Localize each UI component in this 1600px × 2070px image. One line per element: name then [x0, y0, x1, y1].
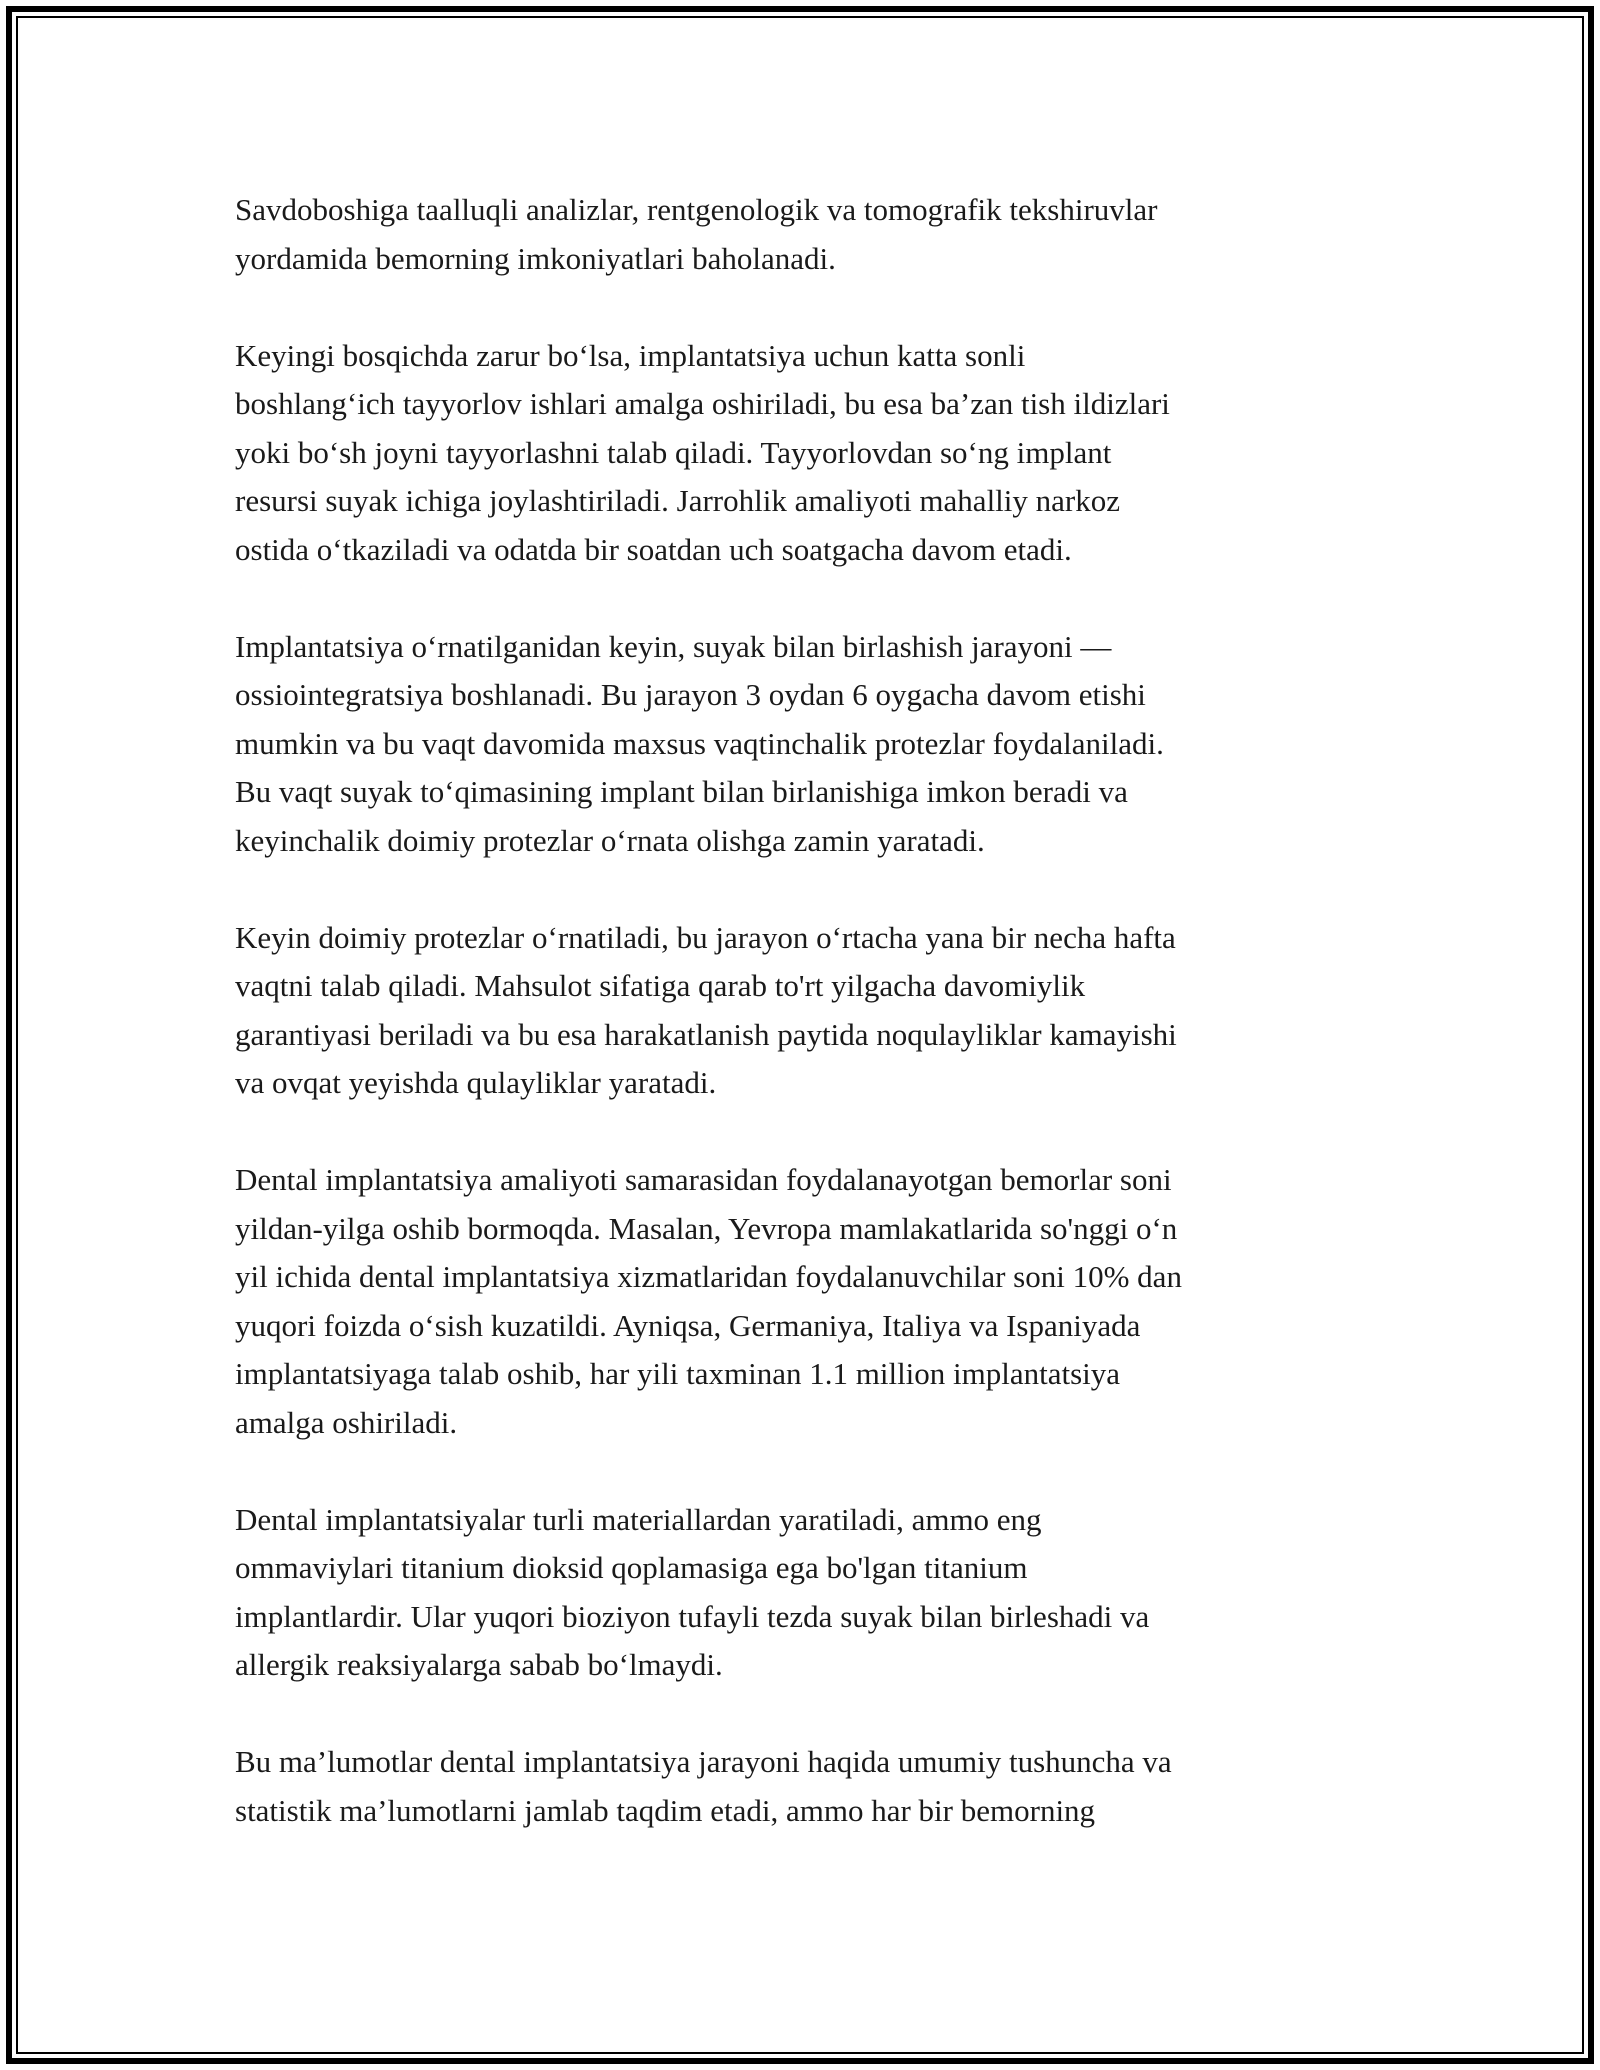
paragraph-5: Dental implantatsiya amaliyoti samarasidan foydalanayotgan bemorlar soni yildan-yilga oshib bormoqda. Masalan, Yevropa mamlakatlarida so'nggi o‘n yil ichida dental implantatsiya xizmatlaridan foydalanuvchilar soni 10% dan yuqori foizda o‘sish kuzatildi. Ayniqsa, Germaniya, Italiya va Ispaniyada implantatsiyaga talab oshib, har yili taxminan 1.1 million implantatsiya amalga oshiriladi. [235, 1162, 1182, 1440]
paragraph-3: Implantatsiya o‘rnatilganidan keyin, suyak bilan birlashish jarayoni — ossiointegratsiya boshlanadi. Bu jarayon 3 oydan 6 oygacha davom etishi mumkin va bu vaqt davomida maxsus vaqtinchalik protezlar foydalaniladi. Bu vaqt suyak to‘qimasining implant bilan birlanishiga imkon beradi va keyinchalik doimiy protezlar o‘rnata olishga zamin yaratadi. [235, 628, 1164, 858]
paragraph-2: Keyingi bosqichda zarur bo‘lsa, implantatsiya uchun katta sonli boshlang‘ich tayyorlov ishlari amalga oshiriladi, bu esa ba’zan tish ildizlari yoki bo‘sh joyni tayyorlashni talab qiladi. Tayyorlovdan so‘ng implant resursi suyak ichiga joylashtiriladi. Jarrohlik amaliyoti mahalliy narkoz ostida o‘tkaziladi va odatda bir soatdan uch soatgacha davom etadi. [235, 337, 1170, 567]
paragraph-7: Bu ma’lumotlar dental implantatsiya jarayoni haqida umumiy tushuncha va statistik ma’lumotlarni jamlab taqdim etadi, ammo har bir bemorning [235, 1744, 1172, 1828]
paragraph-4: Keyin doimiy protezlar o‘rnatiladi, bu jarayon o‘rtacha yana bir necha hafta vaqtni talab qiladi. Mahsulot sifatiga qarab to'rt yilgacha davomiylik garantiyasi beriladi va bu esa harakatlanish paytida noqulayliklar kamayishi va ovqat yeyishda qulayliklar yaratadi. [235, 919, 1177, 1100]
paragraph-6: Dental implantatsiyalar turli materiallardan yaratiladi, ammo eng ommaviylari titanium dioksid qoplamasiga ega bo'lgan titanium implantlardir. Ular yuqori bioziyon tufayli tezda suyak bilan birleshadi va allergik reaksiyalarga sabab bo‘lmaydi. [235, 1501, 1150, 1682]
paragraph-1: Savdoboshiga taalluqli analizlar, rentgenologik va tomografik tekshiruvlar yordamida bemorning imkoniyatlari baholanadi. [235, 192, 1158, 276]
document-body [235, 186, 1375, 1884]
